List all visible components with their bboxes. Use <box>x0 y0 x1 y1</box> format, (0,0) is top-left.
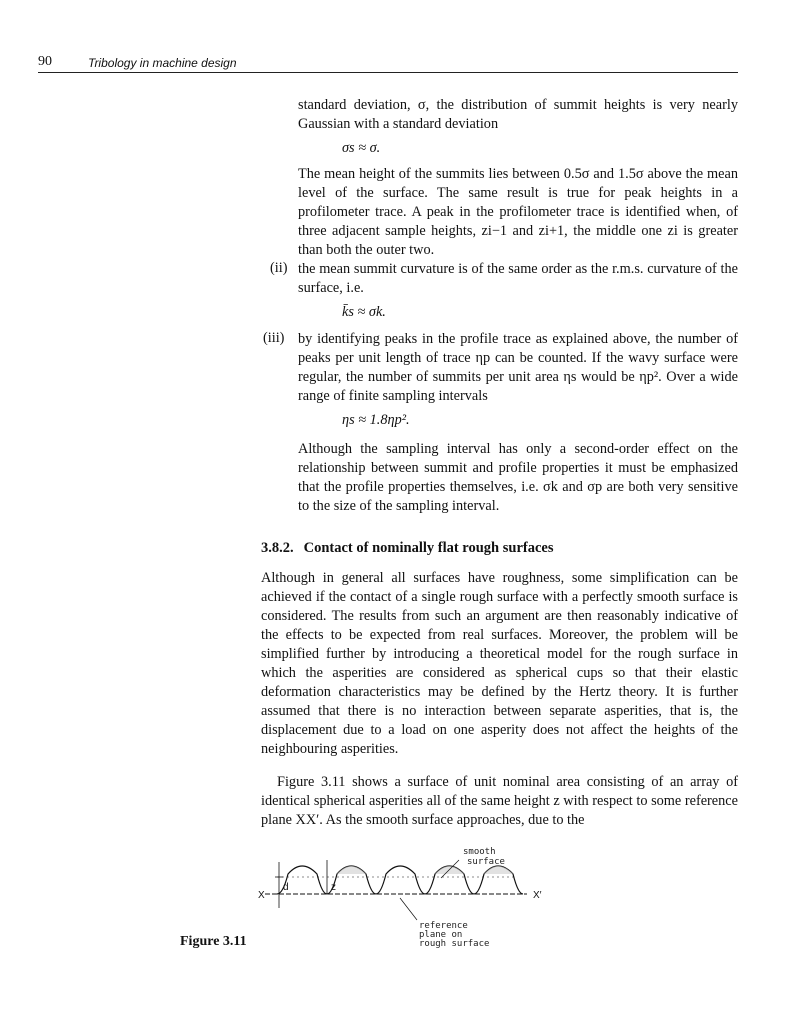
label-z: z <box>331 882 336 893</box>
section-title: Contact of nominally flat rough surfaces <box>303 540 554 556</box>
label-x: X <box>258 890 265 901</box>
page-number: 90 <box>38 54 52 69</box>
callout-ref-1: reference <box>419 921 468 931</box>
running-title: Tribology in machine design <box>88 56 237 70</box>
para-mean-height: The mean height of the summits lies between 0.5σ and 1.5σ above the mean level of the surface. The same result is true for peak heights in a profilometer trace. A peak in the profilometer trace is identified when, of three adjacent sample heights, zi−1 and zi+1, the middle one zi is greater than both the outer two. <box>298 166 738 258</box>
item-ii-number: (ii) <box>270 260 288 276</box>
equation-3: ηs ≈ 1.8ηp². <box>342 412 410 428</box>
header-rule <box>38 72 738 73</box>
section-heading <box>261 540 553 557</box>
callout-smooth-1: smooth <box>463 847 496 857</box>
para-intro: standard deviation, σ, the distribution of summit heights is very nearly Gaussian with a standard deviation <box>298 97 738 132</box>
para-contact: Although in general all surfaces have roughness, some simplification can be achieved if the contact of a single rough surface with a perfectly smooth surface is considered. The results from such an argument are then reasonably indicative of the effects to be expected from real surfaces. Moreover, the problem will be simplified further by introducing a theoretical model for the rough surface in which the asperities are considered as spherical cups so that their elastic deformation characteristics may be defined by the Hertz theory. It is further assumed that there is no interaction between separate asperities, that is, the displacement due to a load on one asperity does not affect the heights of the neighbouring asperities. <box>261 570 738 757</box>
callout-ref-3: rough surface <box>419 939 490 949</box>
para-sampling: Although the sampling interval has only a second-order effect on the relationship between summit and profile properties it must be emphasized that the profile properties themselves, i.e. σk and σp are both very sensitive to the size of the sampling interval. <box>298 441 738 514</box>
equation-2: k̄s ≈ σk. <box>342 304 386 320</box>
label-d: d <box>283 882 289 893</box>
figure-label: Figure 3.11 <box>180 934 247 949</box>
callout-ref-2: plane on <box>419 930 463 940</box>
asperity-3 <box>376 866 425 894</box>
item-iii-number: (iii) <box>263 330 285 346</box>
para-figure-intro: Figure 3.11 shows a surface of unit nominal area consisting of an array of identical spherical asperities all of the same height z with respect to some reference plane XX′. As the smooth surface approaches, due to the <box>261 774 738 828</box>
callout-smooth-2: surface <box>467 857 505 867</box>
item-iii-text: by identifying peaks in the profile trace as explained above, the number of peaks per unit length of trace ηp can be counted. If the wavy surface were regular, the number of summits per unit area ηs would be ηp². Over a wide range of finite sampling intervals <box>298 331 738 404</box>
page-header <box>38 54 758 74</box>
equation-1: σs ≈ σ. <box>342 140 381 156</box>
item-ii-text: the mean summit curvature is of the same order as the r.m.s. curvature of the surface, i.e. <box>298 261 738 296</box>
label-x-prime: X′ <box>533 890 542 901</box>
reference-callout-line <box>400 898 417 920</box>
figure-3-11-diagram <box>255 842 555 962</box>
section-number: 3.8.2. <box>261 540 294 556</box>
